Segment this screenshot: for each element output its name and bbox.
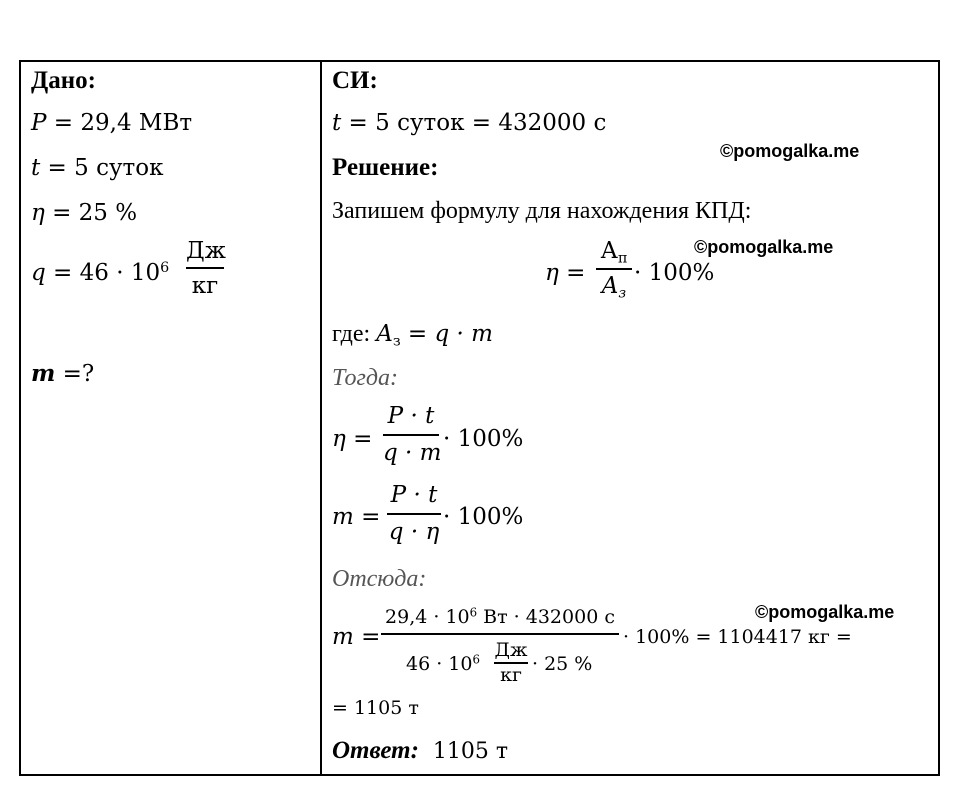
given-efficiency: η = 25 % [31,200,138,226]
given-heat-unit-fraction: Дж кг [186,238,226,299]
solution-heading: Решение: [332,154,439,181]
formula2-fraction: P · t q · m [383,403,442,466]
formula4-tail: · 100% = 1104417 кг = [623,626,852,648]
then-label: Тогда: [332,365,398,391]
column-divider [320,60,322,776]
formula1-fraction: $А_п$ $A_з$ [596,240,632,298]
hence-label: Отсюда: [332,566,427,592]
formula1-lhs: η = [545,260,586,286]
given-power: P = 29,4 МВт [31,110,193,136]
formula5: = 1105 т [332,697,419,719]
formula3-fraction: P · t q · η [388,482,440,545]
given-heading: Дано: [31,67,96,94]
watermark-1: ©pomogalka.me [720,141,860,161]
watermark-2: ©pomogalka.me [694,237,834,257]
formula1-tail: · 100% [634,260,715,286]
formula4-lhs: m = [332,624,381,650]
si-heading: СИ: [332,67,378,94]
given-heat-value: $q = 46 \cdot 10^6$ [31,260,170,286]
answer-line: Ответ: 1105 т [332,737,509,764]
formula3-tail: · 100% [443,504,524,530]
formula2-lhs: η = [332,426,373,452]
formula2-tail: · 100% [443,426,524,452]
given-unknown: m =? [31,360,95,387]
watermark-3: ©pomogalka.me [755,602,895,622]
formula3-lhs: m = [332,504,381,530]
si-time: t = 5 суток = 432000 с [332,110,607,136]
formula4-fraction: $29,4 \cdot 10^6$ Вт · 432000 с $46 \cdot 10^6$ Дж кг · 25 % [381,608,619,683]
formula4-unit-fraction: Дж кг [494,639,528,686]
solution-intro: Запишем формулу для нахождения КПД: [332,198,752,224]
given-time: t = 5 суток [31,155,164,181]
where-line: где: $A_з = q \cdot m$ [332,321,493,350]
